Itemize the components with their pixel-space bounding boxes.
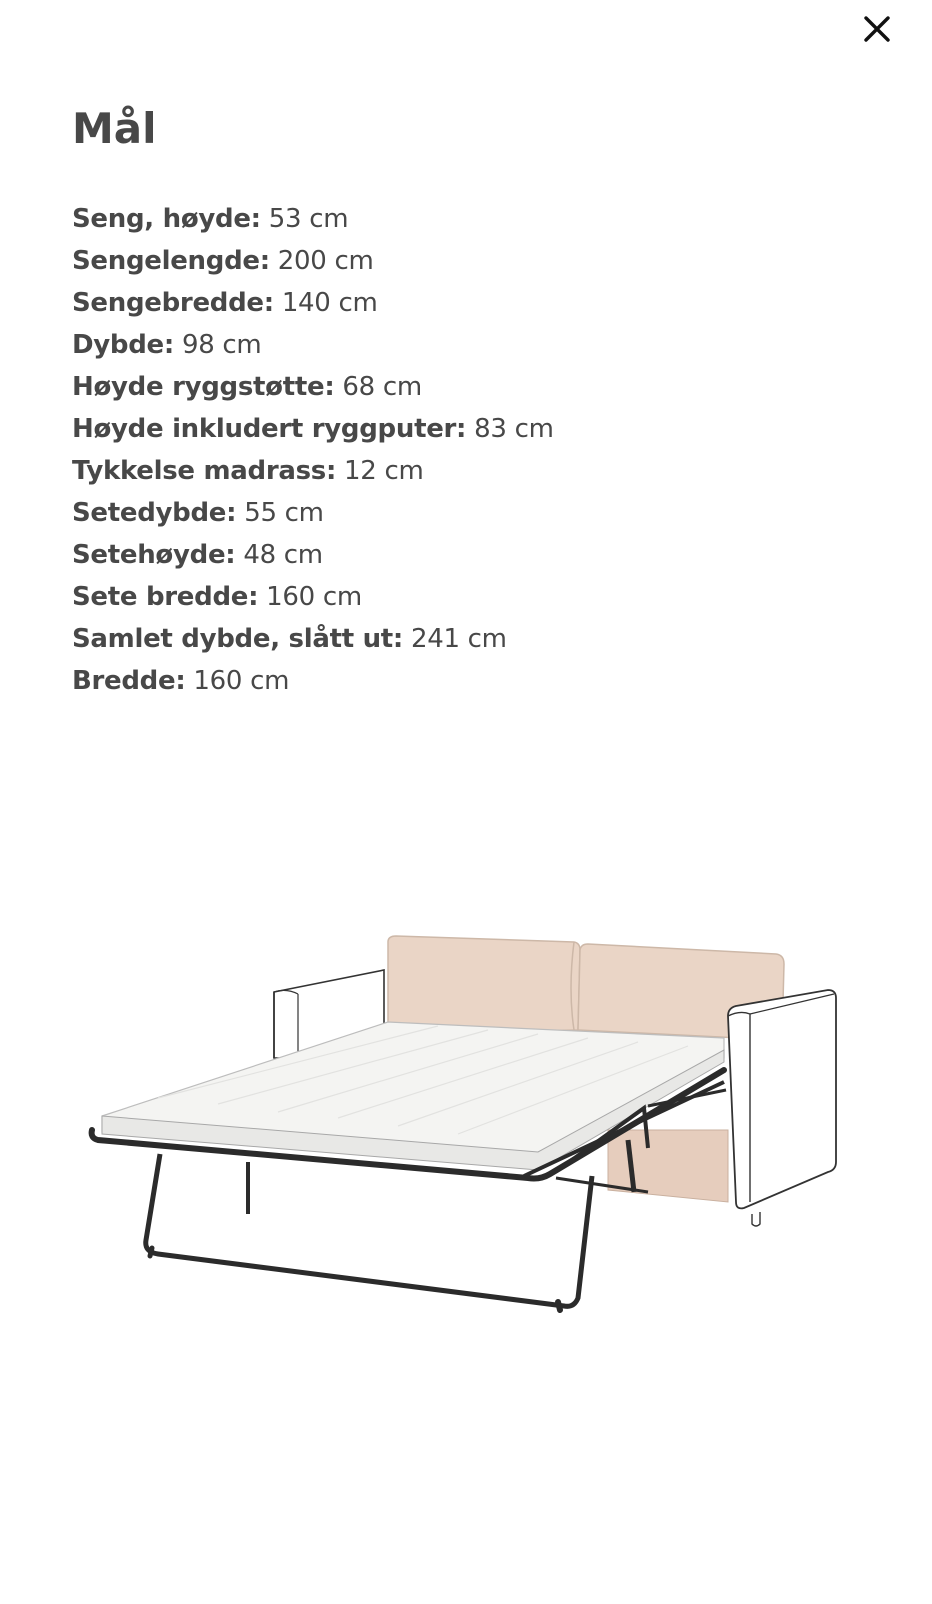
dimension-value: 55 cm [244,498,324,528]
dimension-value: 68 cm [342,372,422,402]
dimension-label: Setehøyde: [72,540,236,570]
dimension-row [72,408,554,450]
dimension-label: Høyde ryggstøtte: [72,372,335,402]
dimension-label: Samlet dybde, slått ut: [72,624,404,654]
dimension-label: Bredde: [72,666,186,696]
close-button[interactable] [852,6,902,56]
dimension-label: Sete bredde: [72,582,259,612]
sofa-bed-illustration [88,930,868,1350]
page-title: Mål [72,104,157,153]
dimension-value: 12 cm [344,456,424,486]
dimension-row [72,198,554,240]
dimension-label: Sengelengde: [72,246,270,276]
dimension-row [72,660,554,702]
dimension-label: Setedybde: [72,498,237,528]
dimension-row [72,492,554,534]
dimension-value: 48 cm [243,540,323,570]
dimension-label: Seng, høyde: [72,204,261,234]
dimension-label: Sengebredde: [72,288,274,318]
dimension-row [72,450,554,492]
dimension-value: 160 cm [193,666,290,696]
dimension-value: 200 cm [277,246,374,276]
dimension-value: 160 cm [266,582,362,612]
dimension-value: 53 cm [268,204,349,234]
dimension-row [72,366,554,408]
dimension-value: 83 cm [474,414,554,444]
dimension-label: Tykkelse madrass: [72,456,337,486]
dimension-row [72,240,554,282]
dimension-row [72,324,554,366]
dimension-row [72,534,554,576]
dimension-value: 241 cm [410,624,507,654]
dimension-row [72,618,554,660]
dimension-value: 140 cm [281,288,378,318]
close-icon [863,15,891,47]
dimension-value: 98 cm [181,330,262,360]
dimension-label: Dybde: [72,330,174,360]
dimension-row [72,282,554,324]
dimension-row [72,576,554,618]
dimensions-list [72,198,554,702]
dimension-label: Høyde inkludert ryggputer: [72,414,467,444]
